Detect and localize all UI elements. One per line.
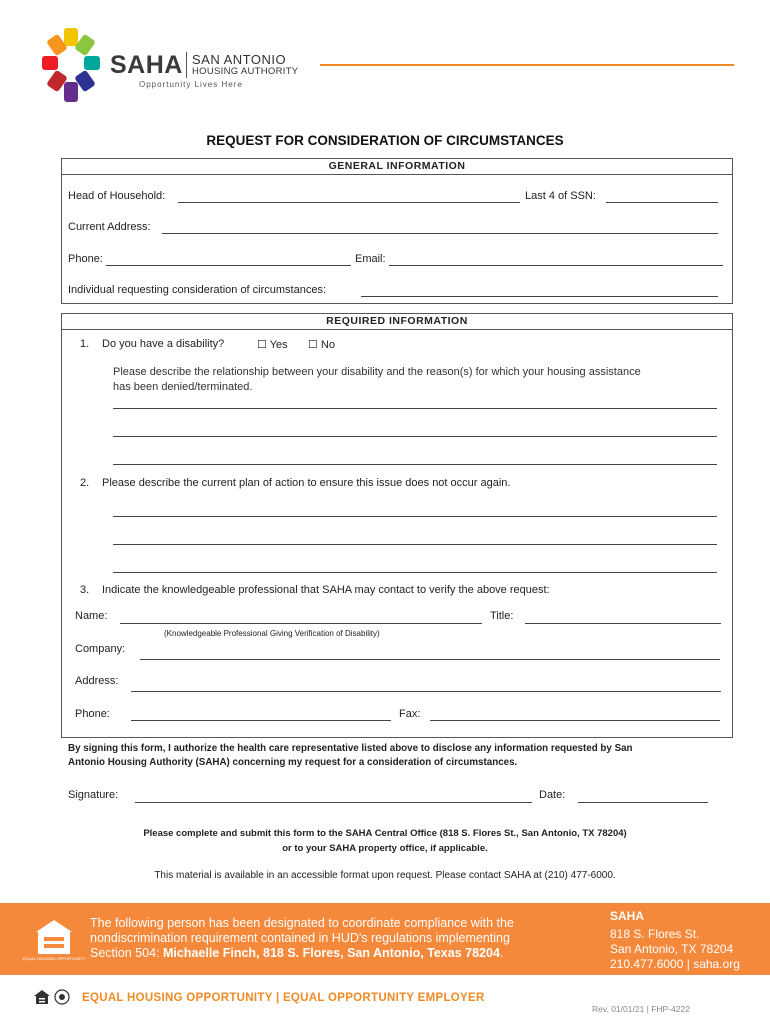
form-title: REQUEST FOR CONSIDERATION OF CIRCUMSTANCES — [206, 133, 564, 148]
q2-question: Please describe the current plan of action to ensure this issue does not occur again. — [102, 477, 511, 489]
professional-address-field[interactable] — [131, 691, 721, 692]
individual-requesting-label: Individual requesting consideration of circumstances: — [68, 284, 327, 296]
current-address-label: Current Address: — [68, 221, 151, 233]
individual-requesting-field[interactable] — [361, 296, 718, 297]
footer-addr1: 818 S. Flores St. — [610, 927, 700, 941]
equal-housing-small-icon — [34, 990, 50, 1004]
professional-company-label: Company: — [75, 643, 126, 655]
footer-addr2: San Antonio, TX 78204 — [610, 942, 734, 956]
professional-fax-field[interactable] — [430, 720, 720, 721]
professional-title-field[interactable] — [525, 623, 721, 624]
notice-line2: nondiscrimination requirement contained in HUD's regulations implementing — [90, 931, 510, 945]
q1-yes-checkbox[interactable]: ☐ Yes — [257, 339, 288, 351]
professional-name-field[interactable] — [120, 623, 482, 624]
q1-answer-line[interactable] — [113, 464, 717, 465]
general-info-header: GENERAL INFORMATION — [62, 159, 732, 175]
equal-housing-icon — [22, 918, 86, 964]
q1-describe-line2: has been denied/terminated. — [113, 381, 253, 393]
current-address-field[interactable] — [162, 233, 718, 234]
professional-name-note: (Knowledgeable Professional Giving Verification of Disability) — [164, 629, 380, 638]
professional-fax-label: Fax: — [399, 708, 421, 720]
professional-title-label: Title: — [490, 610, 514, 622]
footer-contact-line: 210.477.6000 | saha.org — [610, 957, 740, 971]
notice-coordinator: Michaelle Finch, 818 S. Flores, San Antonio, Texas 78204 — [162, 946, 500, 960]
phone-field[interactable] — [106, 265, 351, 266]
last4-ssn-label: Last 4 of SSN: — [525, 190, 596, 202]
authorization-line2: Antonio Housing Authority (SAHA) concerning my request for a consideration of circumstances. — [68, 757, 518, 768]
head-of-household-field[interactable] — [178, 202, 520, 203]
accessibility-seal-icon — [54, 989, 70, 1005]
logo-tagline: Opportunity Lives Here — [139, 80, 243, 89]
q2-answer-line[interactable] — [113, 572, 717, 573]
head-of-household-label: Head of Household: — [68, 190, 166, 202]
general-info-box — [61, 158, 733, 304]
last4-ssn-field[interactable] — [606, 202, 718, 203]
footer-contact — [610, 909, 740, 972]
date-label: Date: — [539, 789, 566, 801]
q1-describe-line1: Please describe the relationship between your disability and the reason(s) for which your housing assistance — [113, 366, 641, 378]
q2-answer-line[interactable] — [113, 544, 717, 545]
q1-number: 1. — [80, 338, 90, 350]
section-504-notice — [90, 916, 590, 961]
submit-line1: Please complete and submit this form to the SAHA Central Office (818 S. Flores St., San Antonio, TX 78204) — [143, 828, 627, 839]
eho-eoe-statement: EQUAL HOUSING OPPORTUNITY | EQUAL OPPORTUNITY EMPLOYER — [82, 992, 485, 1004]
saha-flower-logo — [40, 26, 102, 104]
accessible-format-note: This material is available in an accessible format upon request. Please contact SAHA at (210) 477-6000. — [154, 870, 616, 881]
professional-phone-label: Phone: — [75, 708, 110, 720]
q1-answer-line[interactable] — [113, 436, 717, 437]
authorization-line1: By signing this form, I authorize the health care representative listed above to disclose any information requested by San — [68, 743, 633, 754]
q2-answer-line[interactable] — [113, 516, 717, 517]
footer-org: SAHA — [610, 909, 645, 923]
logo-name-line1: SAN ANTONIO — [192, 52, 287, 67]
signature-label: Signature: — [68, 789, 119, 801]
signature-field[interactable] — [135, 802, 532, 803]
notice-line1: The following person has been designated to coordinate compliance with the — [90, 916, 514, 930]
revision-code: Rev. 01/01/21 | FHP-4222 — [592, 1004, 690, 1014]
q3-question: Indicate the knowledgeable professional that SAHA may contact to verify the above request: — [102, 584, 550, 596]
professional-address-label: Address: — [75, 675, 119, 687]
required-info-header: REQUIRED INFORMATION — [62, 314, 732, 330]
header-rule — [320, 64, 734, 66]
email-field[interactable] — [389, 265, 723, 266]
eho-small-label: EQUAL HOUSING OPPORTUNITY — [22, 956, 86, 961]
submit-line2: or to your SAHA property office, if applicable. — [282, 843, 488, 854]
q1-no-checkbox[interactable]: ☐ No — [308, 339, 335, 351]
date-field[interactable] — [578, 802, 708, 803]
email-label: Email: — [355, 253, 386, 265]
notice-line3-prefix: Section 504: — [90, 946, 163, 960]
logo-divider — [186, 52, 187, 78]
q2-number: 2. — [80, 477, 90, 489]
phone-label: Phone: — [68, 253, 103, 265]
notice-line3-suffix: . — [499, 946, 504, 960]
q3-number: 3. — [80, 584, 90, 596]
q1-question: Do you have a disability? — [102, 338, 225, 350]
notice-line3 — [90, 946, 590, 961]
professional-name-label: Name: — [75, 610, 108, 622]
logo-name-line2: HOUSING AUTHORITY — [192, 66, 299, 77]
logo-brand: SAHA — [110, 51, 183, 79]
professional-phone-field[interactable] — [131, 720, 391, 721]
q1-answer-line[interactable] — [113, 408, 717, 409]
professional-company-field[interactable] — [140, 659, 720, 660]
